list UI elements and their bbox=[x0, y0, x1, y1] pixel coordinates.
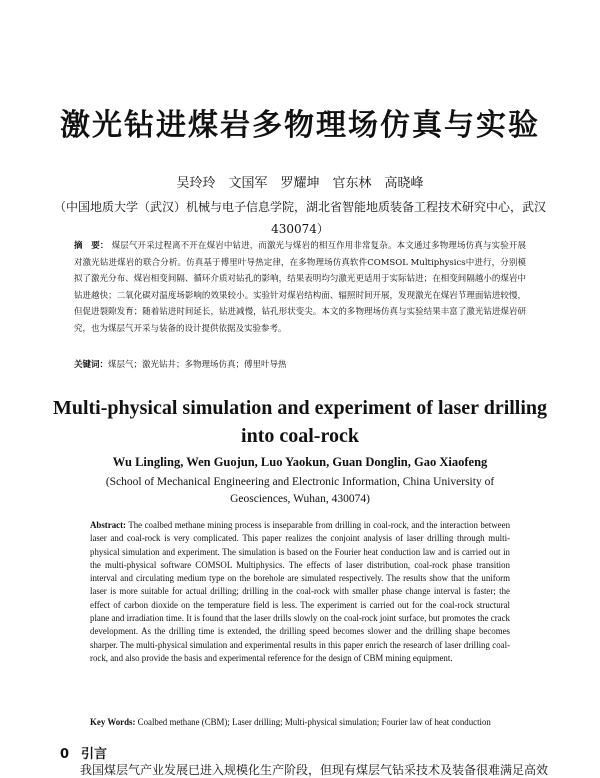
chinese-abstract-label: 摘 要： bbox=[74, 241, 109, 251]
chinese-keywords-label: 关键词： bbox=[74, 360, 109, 370]
english-abstract-text: The coalbed methane mining process is inseparable from drilling in coal-rock, and the interaction between laser and coal-rock is very complicated. This paper realizes the conjoint analysis of laser drilling through multi-physical simulation and experiment. The simulation is based on the Fourier heat conduction law and is carried out in the multi-physical software COMSOL Multiphysics. The effects of laser distribution, coal-rock phase transition interval and circulating medium type on the borehole are simulated respectively. The results show that the uniform laser is more suitable for actual drilling; drilling in the coal-rock with smaller phase change interval is faster; the effect of carbon dioxide on the temperature field is less. The experiment is carried out for the coal-rock structural plane and irradiation time. It is found that the laser drills slowly on the coal-rock joint surface, but promotes the crack development. As the drilling time is extended, the drilling speed becomes slower and the drilling shape becomes sharper. The multi-physical simulation and experimental results in this paper enrich the research of laser drilling coal-rock, and also provide the basis and experimental reference for the design of CBM mining equipment. bbox=[90, 520, 511, 663]
section-heading-introduction bbox=[60, 743, 107, 762]
english-keywords-label: Key Words: bbox=[90, 717, 136, 727]
chinese-affiliation: （中国地质大学（武汉）机械与电子信息学院，湖北省智能地质装备工程技术研究中心，武汉 430074） bbox=[53, 200, 559, 236]
english-keywords bbox=[90, 716, 520, 729]
chinese-title: 激光钻进煤岩多物理场仿真与实验 bbox=[60, 108, 540, 143]
chinese-keywords bbox=[74, 358, 526, 372]
section-number: 0 bbox=[60, 747, 70, 762]
section-title: 引言 bbox=[81, 747, 108, 762]
english-abstract-label: Abstract: bbox=[90, 520, 126, 530]
english-abstract bbox=[90, 519, 510, 665]
english-title: Multi-physical simulation and experiment of laser drilling into coal-rock bbox=[52, 397, 548, 447]
chinese-keywords-text: 煤层气；激光钻井；多物理场仿真；傅里叶导热 bbox=[108, 360, 287, 370]
chinese-abstract-text: 煤层气开采过程离不开在煤岩中钻进，而激光与煤岩的相互作用非常复杂。本文通过多物理场仿真与实验开展对激光钻进煤岩的联合分析。仿真基于傅里叶导热定律，在多物理场仿真软件COMSOL Multiphysics中进行，分别模拟了激光分布、煤岩相变间隔、循环介质对钻孔的影响，结果表明均匀激光更适用于实际钻进；在相变间隔越小的煤岩中钻进越快；二氧化碳对温度场影响的效果较小。实验针对煤岩结构面、辐照时间开展，发现激光在煤岩节理面钻进较慢，但促进裂隙发育；随着钻进时间延长，钻进减慢，钻孔形状变尖。本文的多物理场仿真与实验结果丰富了激光钻进煤岩研究，也为煤层气开采与装备的设计提供依据及实验参考。 bbox=[74, 241, 526, 334]
english-keywords-text: Coalbed methane (CBM); Laser drilling; Multi-physical simulation; Fourier law of heat conduction bbox=[137, 717, 491, 727]
english-authors: Wu Lingling, Wen Guojun, Luo Yaokun, Guan Donglin, Gao Xiaofeng bbox=[112, 455, 488, 469]
body-text-first-line: 我国煤层气产业发展已进入规模化生产阶段，但现有煤层气钻采技术及装备很难满足高效 bbox=[80, 763, 549, 777]
chinese-abstract bbox=[74, 238, 526, 337]
chinese-authors: 吴玲玲 文国军 罗耀坤 官东林 高晓峰 bbox=[176, 176, 424, 191]
english-affiliation: (School of Mechanical Engineering and Electronic Information, China University of Geosciences, Wuhan, 430074) bbox=[105, 476, 495, 505]
